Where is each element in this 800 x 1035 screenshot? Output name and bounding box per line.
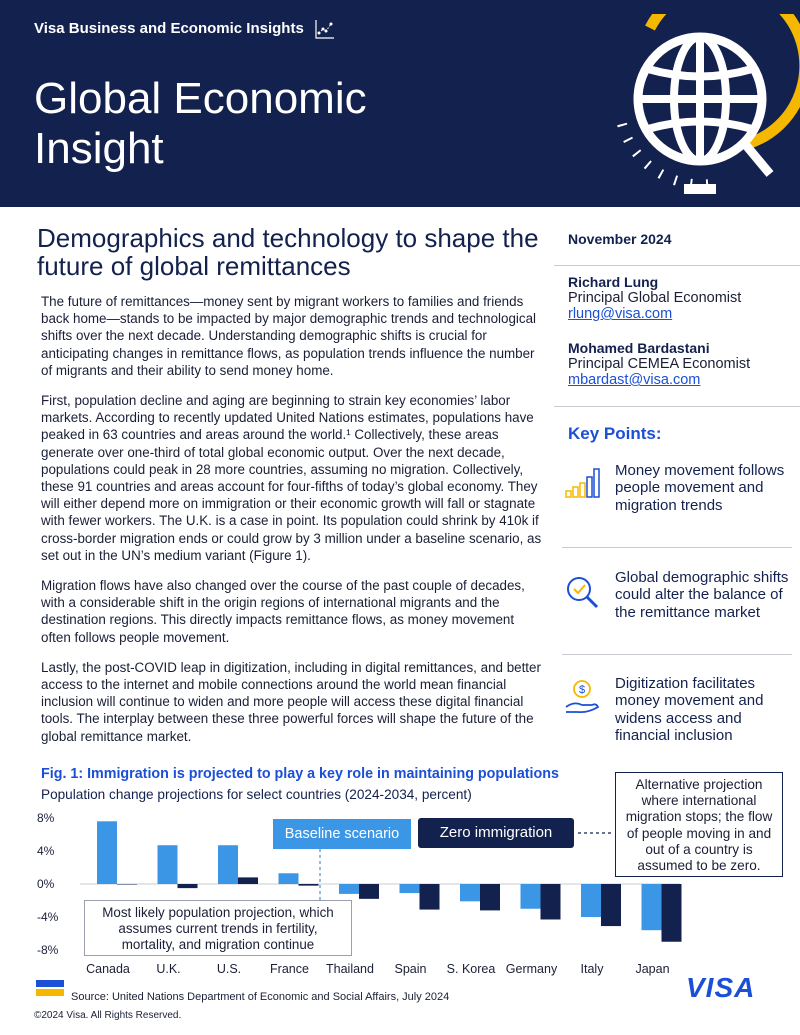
article-body [41, 293, 546, 758]
x-tick-label: Thailand [326, 962, 374, 976]
x-tick-label: Spain [394, 962, 427, 976]
baseline-bar-skorea [460, 884, 480, 901]
svg-text:$: $ [578, 684, 586, 696]
zero-immigration-bar-germany [541, 884, 561, 919]
paragraph-population: First, population decline and aging are beginning to strain key economies’ labor markets. According to recently updated United Nations estimates, populations have peaked in 63 countries and areas around the world.¹ Collectively, these areas generate over one-third of total global economic output. Over the next decade, populations could peak in 28 more countries, assuming no migration. Collectively, these 91 countries and areas account for four-fifths of today’s global economy. They will either depend more on immigration or their economic growth will fall or stagnate with fewer workers. The U.K. is a case in point. Its population could shrink by 410k if cross-border migration ends or could grow by 3 million under a baseline scenario, as set out in the UN’s medium variant (Figure 1). [41, 393, 542, 563]
zero-immigration-bar-japan [662, 884, 682, 942]
key-point-text: Global demographic shifts could alter the balance of the remittance market [615, 569, 789, 621]
zero-immigration-bar-skorea [480, 884, 500, 910]
callout-most-likely-projection: Most likely population projection, which assumes current trends in fertility, mortality, and migration continue [84, 900, 352, 956]
page-title: Global Economic Insight [34, 74, 367, 173]
zero-immigration-bar-france [299, 884, 319, 886]
y-tick-label: 8% [37, 811, 55, 825]
x-tick-label: Canada [86, 962, 130, 976]
key-points-title: Key Points: [568, 424, 662, 443]
trend-chart-icon [314, 18, 336, 40]
callout-alternative-projection: Alternative projection where international migration stops; the flow of people moving in and out of a country is assumed to be zero. [615, 772, 783, 877]
baseline-bar-germany [521, 884, 541, 909]
author-name: Richard Lung [568, 274, 659, 290]
figure-title: Fig. 1: Immigration is projected to play a key role in maintaining populations [41, 766, 559, 782]
author-name: Mohamed Bardastani [568, 340, 710, 356]
legend-baseline-scenario: Baseline scenario [273, 819, 411, 849]
author-role: Principal CEMEA Economist [568, 356, 751, 372]
y-tick-label: 0% [37, 877, 55, 891]
figure-source: Source: United Nations Department of Economic and Social Affairs, July 2024 [71, 991, 450, 1003]
divider [554, 265, 800, 266]
y-tick-label: -4% [37, 910, 59, 924]
visa-logo: VISA [686, 972, 756, 1003]
baseline-bar-canada [97, 821, 117, 884]
baseline-bar-italy [581, 884, 601, 917]
magnifier-check-icon [562, 572, 602, 612]
key-point-text: Digitization facilitates money movement and widens access and financial inclusion [615, 675, 764, 745]
zero-immigration-bar-canada [117, 884, 137, 885]
author-role: Principal Global Economist [568, 290, 742, 306]
baseline-bar-uk [158, 845, 178, 884]
brand-name: Visa Business and Economic Insights [34, 20, 304, 37]
copyright: ©2024 Visa. All Rights Reserved. [34, 1010, 182, 1021]
author-email-link[interactable]: rlung@visa.com [568, 306, 673, 322]
y-tick-label: -8% [37, 943, 59, 957]
x-tick-label: U.K. [156, 962, 181, 976]
baseline-bar-thailand [339, 884, 359, 894]
zero-immigration-bar-italy [601, 884, 621, 926]
y-tick-label: 4% [37, 844, 55, 858]
zero-immigration-bar-spain [420, 884, 440, 910]
hand-coin-icon [562, 677, 602, 717]
zero-immigration-bar-thailand [359, 884, 379, 899]
divider [562, 547, 792, 548]
globe-icon [600, 14, 800, 207]
sidebar [554, 207, 800, 767]
zero-immigration-bar-us [238, 877, 258, 884]
x-tick-label: Italy [580, 962, 604, 976]
baseline-bar-france [279, 873, 299, 884]
baseline-bar-us [218, 845, 238, 884]
paragraph-migration: Migration flows have also changed over the course of the past couple of decades, with a considerable shift in the origin regions of international migrants and the destination regions. This directly impacts remittance flows, as money movement often follows people movement. [41, 578, 525, 645]
baseline-bar-japan [642, 884, 662, 930]
publication-date: November 2024 [568, 231, 672, 247]
x-tick-label: Japan [635, 962, 670, 976]
figure-subtitle: Population change projections for select countries (2024-2034, percent) [41, 787, 472, 802]
x-tick-label: S. Korea [446, 962, 496, 976]
zero-immigration-bar-uk [178, 884, 198, 888]
brand-stripes-icon [36, 980, 64, 996]
bar-chart-icon [562, 463, 602, 503]
divider [554, 406, 800, 407]
paragraph-intro: The future of remittances—money sent by migrant workers to families and friends back home—stands to be impacted by major demographic trends and technological shifts over the next decade. Understanding demographic shifts is crucial for anticipating changes in remittance flows, as population trends influence the number of migrants and their ability to send money home. [41, 294, 536, 378]
paragraph-digitization: Lastly, the post-COVID leap in digitization, including in digital remittances, and better access to the internet and mobile connections around the world mean financial inclusion will continue to widen and more people will access these digital financial tools. The interplay between these three powerful forces will shape the future of the global remittance market. [41, 659, 541, 744]
legend-zero-immigration: Zero immigration [418, 818, 574, 848]
baseline-bar-spain [400, 884, 420, 893]
key-point-text: Money movement follows people movement and migration trends [615, 462, 785, 514]
x-tick-label: France [270, 962, 309, 976]
divider [562, 654, 792, 655]
header-banner [0, 0, 800, 207]
x-tick-label: U.S. [216, 962, 242, 976]
author-email-link[interactable]: mbardast@visa.com [568, 372, 701, 388]
x-tick-label: Germany [505, 962, 558, 976]
article-headline: Demographics and technology to shape the future of global remittances [37, 223, 539, 281]
